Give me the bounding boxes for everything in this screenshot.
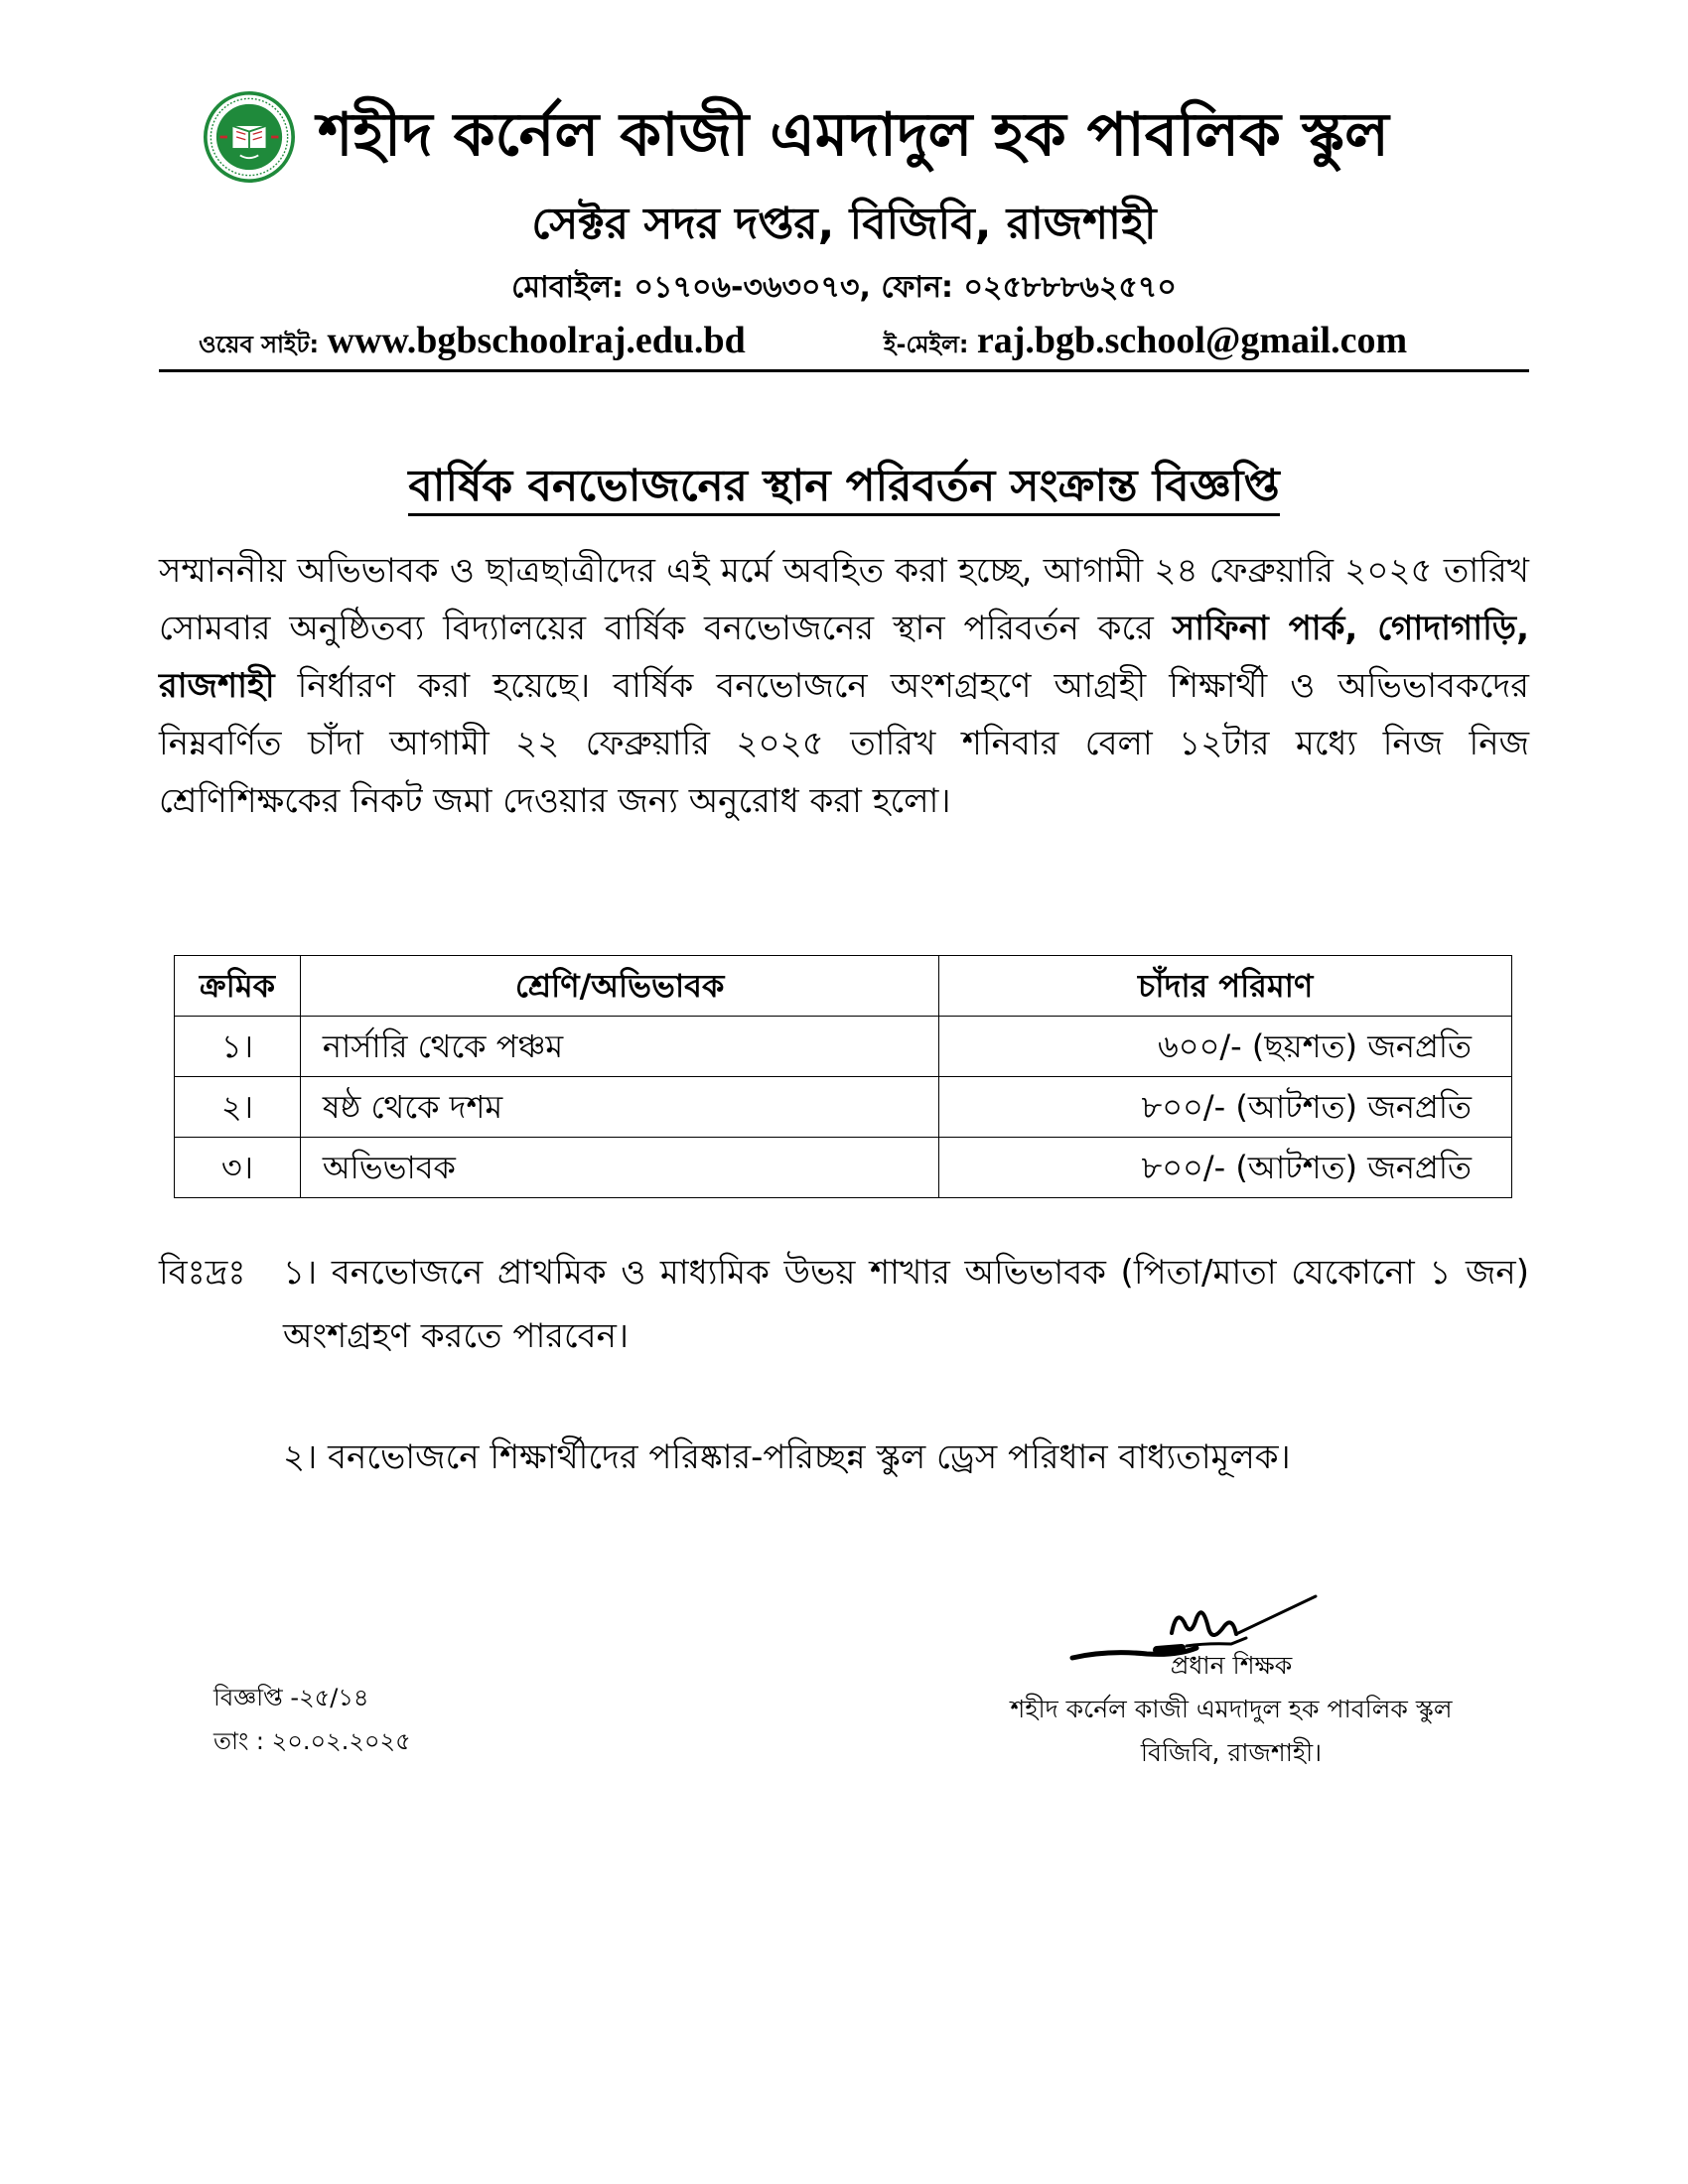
school-name: শহীদ কর্নেল কাজী এমদাদুল হক পাবলিক স্কুল — [318, 100, 1389, 170]
cell-serial: ১। — [175, 1017, 301, 1077]
notice-title-text: বার্ষিক বনভোজনের স্থান পরিবর্তন সংক্রান্ত বিজ্ঞপ্তি — [408, 461, 1279, 516]
website-link[interactable]: www.bgbschoolraj.edu.bd — [327, 320, 746, 361]
signatory-place: বিজিবি, রাজশাহী। — [1140, 1738, 1323, 1767]
body-part-1: সম্মাননীয় অভিভাবক ও ছাত্রছাত্রীদের এই মর্মে অবহিত করা হচ্ছে, আগামী ২৪ ফেব্রুয়ারি ২০২৫ তারিখ সোমবার অনুষ্ঠিতব্য বিদ্যালয়ের বার্ষিক বনভোজনের স্থান পরিবর্তন করে — [159, 551, 1529, 648]
header-serial: ক্রমিক — [175, 956, 301, 1017]
notice-reference: বিজ্ঞপ্তি -২৫/১৪ — [213, 1684, 369, 1711]
header-category: শ্রেণি/অভিভাবক — [300, 956, 938, 1017]
header-divider — [159, 369, 1529, 372]
note-label: বিঃদ্রঃ — [159, 1253, 246, 1293]
cell-serial: ৩। — [175, 1138, 301, 1198]
contact-numbers: মোবাইল: ০১৭০৬-৩৬৩০৭৩, ফোন: ০২৫৮৮৮৬২৫৭০ — [511, 270, 1177, 305]
cell-amount: ৮০০/- (আটশত) জনপ্রতি — [939, 1138, 1512, 1198]
body-part-2: নির্ধারণ করা হয়েছে। বার্ষিক বনভোজনে অংশগ্রহণে আগ্রহী শিক্ষার্থী ও অভিভাবকদের নিম্নবর্ণিত চাঁদা আগামী ২২ ফেব্রুয়ারি ২০২৫ তারিখ শনিবার বেলা ১২টার মধ্যে নিজ নিজ শ্রেণিশিক্ষকের নিকট জমা দেওয়ার জন্য অনুরোধ করা হলো। — [159, 666, 1529, 821]
table-row — [175, 1138, 1512, 1198]
notice-title — [0, 455, 1688, 518]
cell-category: অভিভাবক — [300, 1138, 938, 1198]
venue-text: সাফিনা পার্ক, গোদাগাড়ি, রাজশাহী — [159, 609, 1529, 706]
cell-amount: ৬০০/- (ছয়শত) জনপ্রতি — [939, 1017, 1512, 1077]
signatory-org: শহীদ কর্নেল কাজী এমদাদুল হক পাবলিক স্কুল — [1010, 1695, 1453, 1723]
note-item: ১। বনভোজনে প্রাথমিক ও মাধ্যমিক উভয় শাখার অভিভাবক (পিতা/মাতা যেকোনো ১ জন) অংশগ্রহণ করতে পারবেন। — [283, 1253, 1529, 1356]
notice-body — [159, 542, 1529, 830]
table-header-row — [175, 956, 1512, 1017]
note-item: ২। বনভোজনে শিক্ষার্থীদের পরিষ্কার-পরিচ্ছন্ন স্কুল ড্রেস পরিধান বাধ্যতামূলক। — [283, 1437, 1291, 1477]
notice-date: তাং : ২০.০২.২০২৫ — [213, 1727, 411, 1755]
school-crest-icon — [204, 91, 295, 183]
email-group — [884, 316, 1407, 369]
cell-amount: ৮০০/- (আটশত) জনপ্রতি — [939, 1077, 1512, 1138]
email-label: ই-মেইল: — [884, 331, 969, 358]
signatory-title: প্রধান শিক্ষক — [1170, 1651, 1293, 1680]
fee-table — [174, 955, 1512, 1198]
cell-serial: ২। — [175, 1077, 301, 1138]
email-link[interactable]: raj.bgb.school@gmail.com — [976, 320, 1408, 361]
web-contact-line — [199, 316, 1499, 369]
table-row — [175, 1077, 1512, 1138]
cell-category: ষষ্ঠ থেকে দশম — [300, 1077, 938, 1138]
signatory-block — [933, 1644, 1529, 1775]
website-label: ওয়েব সাইট: — [199, 331, 320, 358]
table-row — [175, 1017, 1512, 1077]
school-address: সেক্টর সদর দপ্তর, বিজিবি, রাজশাহী — [531, 199, 1157, 249]
header-amount: চাঁদার পরিমাণ — [939, 956, 1512, 1017]
cell-category: নার্সারি থেকে পঞ্চম — [300, 1017, 938, 1077]
